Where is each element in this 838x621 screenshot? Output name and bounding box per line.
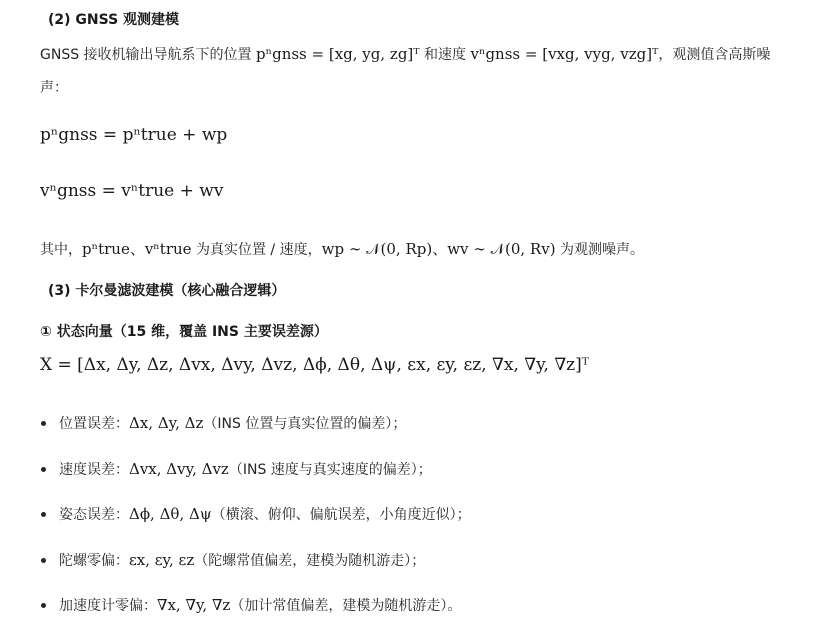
noise-note [40,238,644,259]
bullet-attitude-error [59,504,471,524]
equation-velocity: vⁿgnss = vⁿtrue + wv [40,181,224,201]
bullet-label: 加速度计零偏： [59,598,157,614]
section-3-heading: (3) 卡尔曼滤波建模（核心融合逻辑） [48,283,286,299]
note-true-formula: pⁿtrue、vⁿtrue [82,240,192,258]
bullet-formula: Δϕ, Δθ, Δψ [129,505,212,523]
bullet-dot [41,421,46,426]
bullet-accel-bias [59,595,461,615]
bullet-gyro-bias [59,550,425,570]
note-suffix: 为观测噪声。 [555,242,644,258]
bullet-formula: εx, εy, εz [129,551,195,569]
bullet-formula: Δvx, Δvy, Δvz [129,460,229,478]
bullet-dot [41,603,46,608]
bullet-formula: Δx, Δy, Δz [129,414,204,432]
intro-paragraph [40,44,770,64]
intro-position-formula: pⁿgnss = [xg, yg, zg]ᵀ [256,45,420,63]
bullet-label: 速度误差： [59,462,129,478]
bullet-formula: ∇x, ∇y, ∇z [157,596,231,614]
bullet-position-error [59,413,406,433]
note-mid: 为真实位置 / 速度， [191,242,322,258]
bullet-desc: （横滚、俯仰、偏航误差，小角度近似）； [211,507,471,523]
section-2-heading: (2) GNSS 观测建模 [48,12,180,28]
bullet-label: 陀螺零偏： [59,553,129,569]
bullet-desc: （INS 速度与真实速度的偏差）； [228,462,432,478]
intro-prefix: GNSS 接收机输出导航系下的位置 [40,47,256,63]
intro-mid: 和速度 [419,47,471,63]
intro-velocity-formula: vⁿgnss = [vxg, vyg, vzg]ᵀ [470,45,659,63]
bullet-desc: （陀螺常值偏差，建模为随机游走）； [194,553,426,569]
state-vector-equation: X = [Δx, Δy, Δz, Δvx, Δvy, Δvz, Δϕ, Δθ, Δψ, εx, εy, εz, ∇x, ∇y, ∇z]ᵀ [40,355,589,375]
bullet-label: 位置误差： [59,416,129,432]
state-vector-subheading: ① 状态向量（15 维，覆盖 INS 主要误差源） [40,324,328,340]
bullet-dot [41,512,46,517]
bullet-dot [41,558,46,563]
note-prefix: 其中， [40,242,82,258]
intro-suffix: ，观测值含高斯噪 [658,47,771,63]
bullet-label: 姿态误差： [59,507,129,523]
note-noise-formula: wp ∼ 𝒩(0, Rp)、wv ∼ 𝒩(0, Rv) [321,240,556,258]
bullet-dot [41,467,46,472]
intro-line-2: 声： [40,80,68,96]
bullet-desc: （INS 位置与真实位置的偏差）； [203,416,407,432]
bullet-velocity-error [59,459,432,479]
bullet-desc: （加计常值偏差，建模为随机游走）。 [230,598,462,614]
equation-position: pⁿgnss = pⁿtrue + wp [40,125,228,145]
